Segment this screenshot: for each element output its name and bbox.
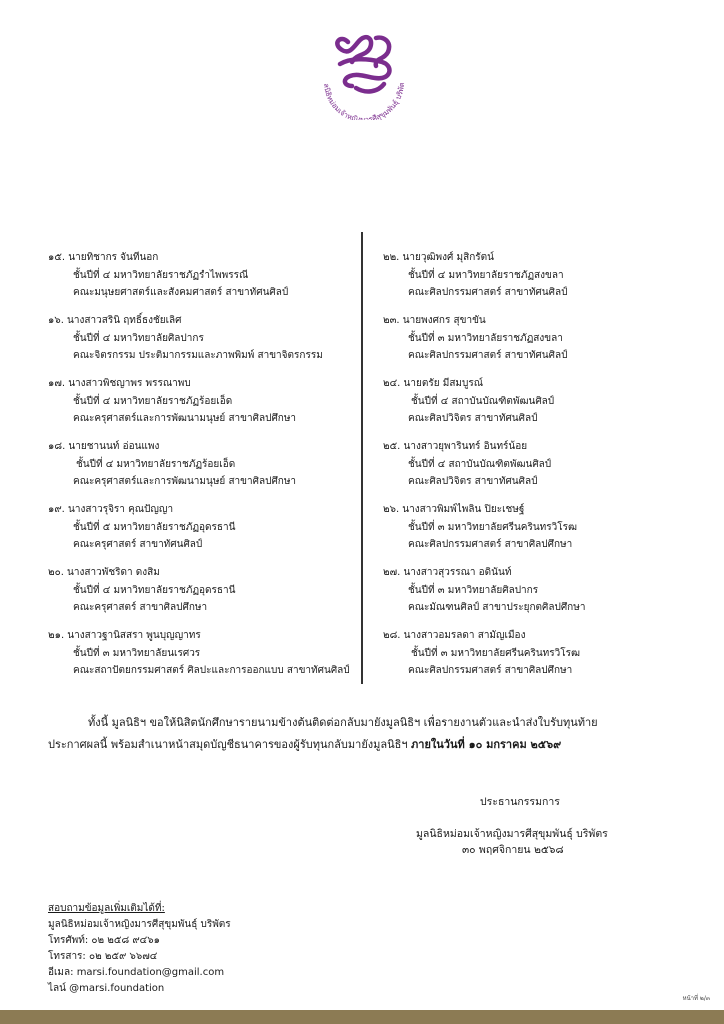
recipient-year: ชั้นปีที่ ๔ สถาบันบัณฑิตพัฒนศิลป์ [408,458,552,470]
recipient-year: ชั้นปีที่ ๔ มหาวิทยาลัยราชภัฏสงขลา [408,269,564,281]
recipient-faculty: คณะศิลปกรรมศาสตร์ สาขาทัศนศิลป์ [408,350,568,361]
recipient-faculty: คณะมัณฑนศิลป์ สาขาประยุกตศิลปศึกษา [408,602,586,613]
recipient-name: ๒๕. นางสาวยุพารินทร์ อินทร์น้อย [383,441,528,452]
signature-title: ประธานกรรมการ [480,796,560,808]
recipient-faculty: คณะศิลปกรรมศาสตร์ สาขาศิลปศึกษา [408,665,573,676]
recipient-entry [383,564,713,627]
recipient-entry [48,501,360,564]
recipient-faculty: คณะศิลปกรรมศาสตร์ สาขาทัศนศิลป์ [408,287,568,298]
contact-email: อีเมล: marsi.foundation@gmail.com [48,967,225,978]
contact-fax: โทรสาร: ๐๒ ๒๕๙ ๖๖๗๔ [48,951,158,962]
recipient-year: ชั้นปีที่ ๓ มหาวิทยาลัยนเรศวร [73,647,201,659]
recipient-name: ๒๓. นายพงศกร สุขาขัน [383,315,486,326]
recipient-year: ชั้นปีที่ ๔ มหาวิทยาลัยราชภัฏร้อยเอ็ด [76,458,236,470]
recipient-faculty: คณะจิตรกรรม ประติมากรรมและภาพพิมพ์ สาขาจิตรกรรม [73,350,323,361]
recipient-year: ชั้นปีที่ ๔ สถาบันบัณฑิตพัฒนศิลป์ [411,395,555,407]
recipient-entry [383,627,713,690]
recipient-faculty: คณะมนุษยศาสตร์และสังคมศาสตร์ สาขาทัศนศิลป์ [73,287,289,298]
recipient-year: ชั้นปีที่ ๓ มหาวิทยาลัยศิลปากร [408,584,539,596]
recipient-name: ๑๖. นางสาวสรินิ ฤทธิ์ธงชัยเลิศ [48,315,182,326]
recipient-name: ๒๗. นางสาวสุวรรณา อดินันท์ [383,567,512,578]
recipient-entry [48,564,360,627]
recipient-faculty: คณะครุศาสตร์และการพัฒนามนุษย์ สาขาศิลปศึกษา [73,476,297,487]
contact-block [48,901,231,997]
contact-heading: สอบถามข้อมูลเพิ่มเติมได้ที่: [48,903,165,914]
recipient-year: ชั้นปีที่ ๓ มหาวิทยาลัยศรีนครินทรวิโรฒ [408,521,578,533]
recipient-faculty: คณะศิลปวิจิตร สาขาทัศนศิลป์ [408,413,538,424]
contact-phone: โทรศัพท์: ๐๒ ๒๕๘ ๙๔๖๑ [48,935,160,946]
recipient-entry [383,375,713,438]
recipient-year: ชั้นปีที่ ๓ มหาวิทยาลัยศรีนครินทรวิโรฒ [411,647,581,659]
recipient-name: ๑๙. นางสาวรุจิรา คุณปัญญา [48,504,174,515]
recipient-name: ๒๘. นางสาวอมรลดา สามัญเมือง [383,630,526,641]
recipient-entry [383,438,713,501]
recipient-entry [48,249,360,312]
recipient-faculty: คณะศิลปกรรมศาสตร์ สาขาศิลปศึกษา [408,539,573,550]
recipient-name: ๑๘. นายชานนท์ อ่อนแพง [48,441,160,452]
recipient-entry [48,438,360,501]
recipient-entry [383,501,713,564]
foundation-seal-icon [310,28,418,120]
recipient-year: ชั้นปีที่ ๔ มหาวิทยาลัยราชภัฏรำไพพรรณี [73,269,249,281]
recipient-faculty: คณะครุศาสตร์และการพัฒนามนุษย์ สาขาศิลปศึกษา [73,413,297,424]
announcement-line-2-text: ประกาศผลนี้ พร้อมสำเนาหน้าสมุดบัญชีธนาคารของผู้รับทุนกลับมายังมูลนิธิฯ [48,738,412,751]
recipient-name: ๒๑. นางสาวฐานิสสรา พูนบุญญาทร [48,630,201,641]
signature-organization: มูลนิธิหม่อมเจ้าหญิงมารศีสุขุมพันธุ์ บริพัตร [416,828,608,840]
recipient-name: ๑๗. นางสาวพิชญาพร พรรณาพบ [48,378,191,389]
recipient-year: ชั้นปีที่ ๔ มหาวิทยาลัยราชภัฏอุดรธานี [73,584,236,596]
announcement-deadline: ภายในวันที่ ๑๐ มกราคม ๒๕๖๙ [411,738,562,751]
recipients-right-column [383,249,713,690]
recipient-year: ชั้นปีที่ ๔ มหาวิทยาลัยราชภัฏร้อยเอ็ด [73,395,233,407]
recipient-name: ๒๒. นายวุฒิพงศ์ มุสิกรัตน์ [383,252,494,263]
recipient-name: ๑๕. นายทิชากร จันทีนอก [48,252,159,263]
contact-line: ไลน์ @marsi.foundation [48,983,165,994]
recipients-left-column [48,249,360,690]
recipient-entry [48,375,360,438]
recipient-entry [383,312,713,375]
foundation-logo [310,28,418,120]
recipient-entry [383,249,713,312]
recipient-year: ชั้นปีที่ ๔ มหาวิทยาลัยศิลปากร [73,332,204,344]
announcement-line-2 [48,734,678,756]
contact-organization: มูลนิธิหม่อมเจ้าหญิงมารศีสุขุมพันธุ์ บริพัตร [48,919,231,930]
recipient-name: ๒๔. นายตรัย มีสมบูรณ์ [383,378,484,389]
recipient-name: ๒๖. นางสาวพิมพ์ไพลิน ปิยะเชษฐ์ [383,504,525,515]
column-divider [361,232,363,684]
recipient-faculty: คณะศิลปวิจิตร สาขาทัศนศิลป์ [408,476,538,487]
recipient-entry [48,312,360,375]
recipient-year: ชั้นปีที่ ๓ มหาวิทยาลัยราชภัฏสงขลา [408,332,563,344]
announcement-paragraph [48,712,678,756]
footer-bar [0,1010,724,1024]
recipient-faculty: คณะครุศาสตร์ สาขาศิลปศึกษา [73,602,208,613]
recipient-name: ๒๐. นางสาวพัชริดา ดงสิม [48,567,160,578]
signature-date: ๓๐ พฤศจิกายน ๒๕๖๘ [462,844,564,856]
recipient-year: ชั้นปีที่ ๕ มหาวิทยาลัยราชภัฏอุดรธานี [73,521,236,533]
announcement-line-1: ทั้งนี้ มูลนิธิฯ ขอให้นิสิตนักศึกษารายนามข้างต้นติดต่อกลับมายังมูลนิธิฯ เพื่อรายงานตัวและนำส่งใบรับทุนท้าย [88,716,598,729]
logo-text: ลนิธิหม่อมเจ้าหญิงมารศีสุขุมพันธุ์ บริพัต [321,82,407,120]
page-number: หน้าที่ ๒/๓ [682,995,710,1002]
recipient-faculty: คณะครุศาสตร์ สาขาทัศนศิลป์ [73,539,203,550]
recipient-entry [48,627,360,690]
recipient-faculty: คณะสถาปัตยกรรมศาสตร์ ศิลปะและการออกแบบ สาขาทัศนศิลป์ [73,665,350,676]
